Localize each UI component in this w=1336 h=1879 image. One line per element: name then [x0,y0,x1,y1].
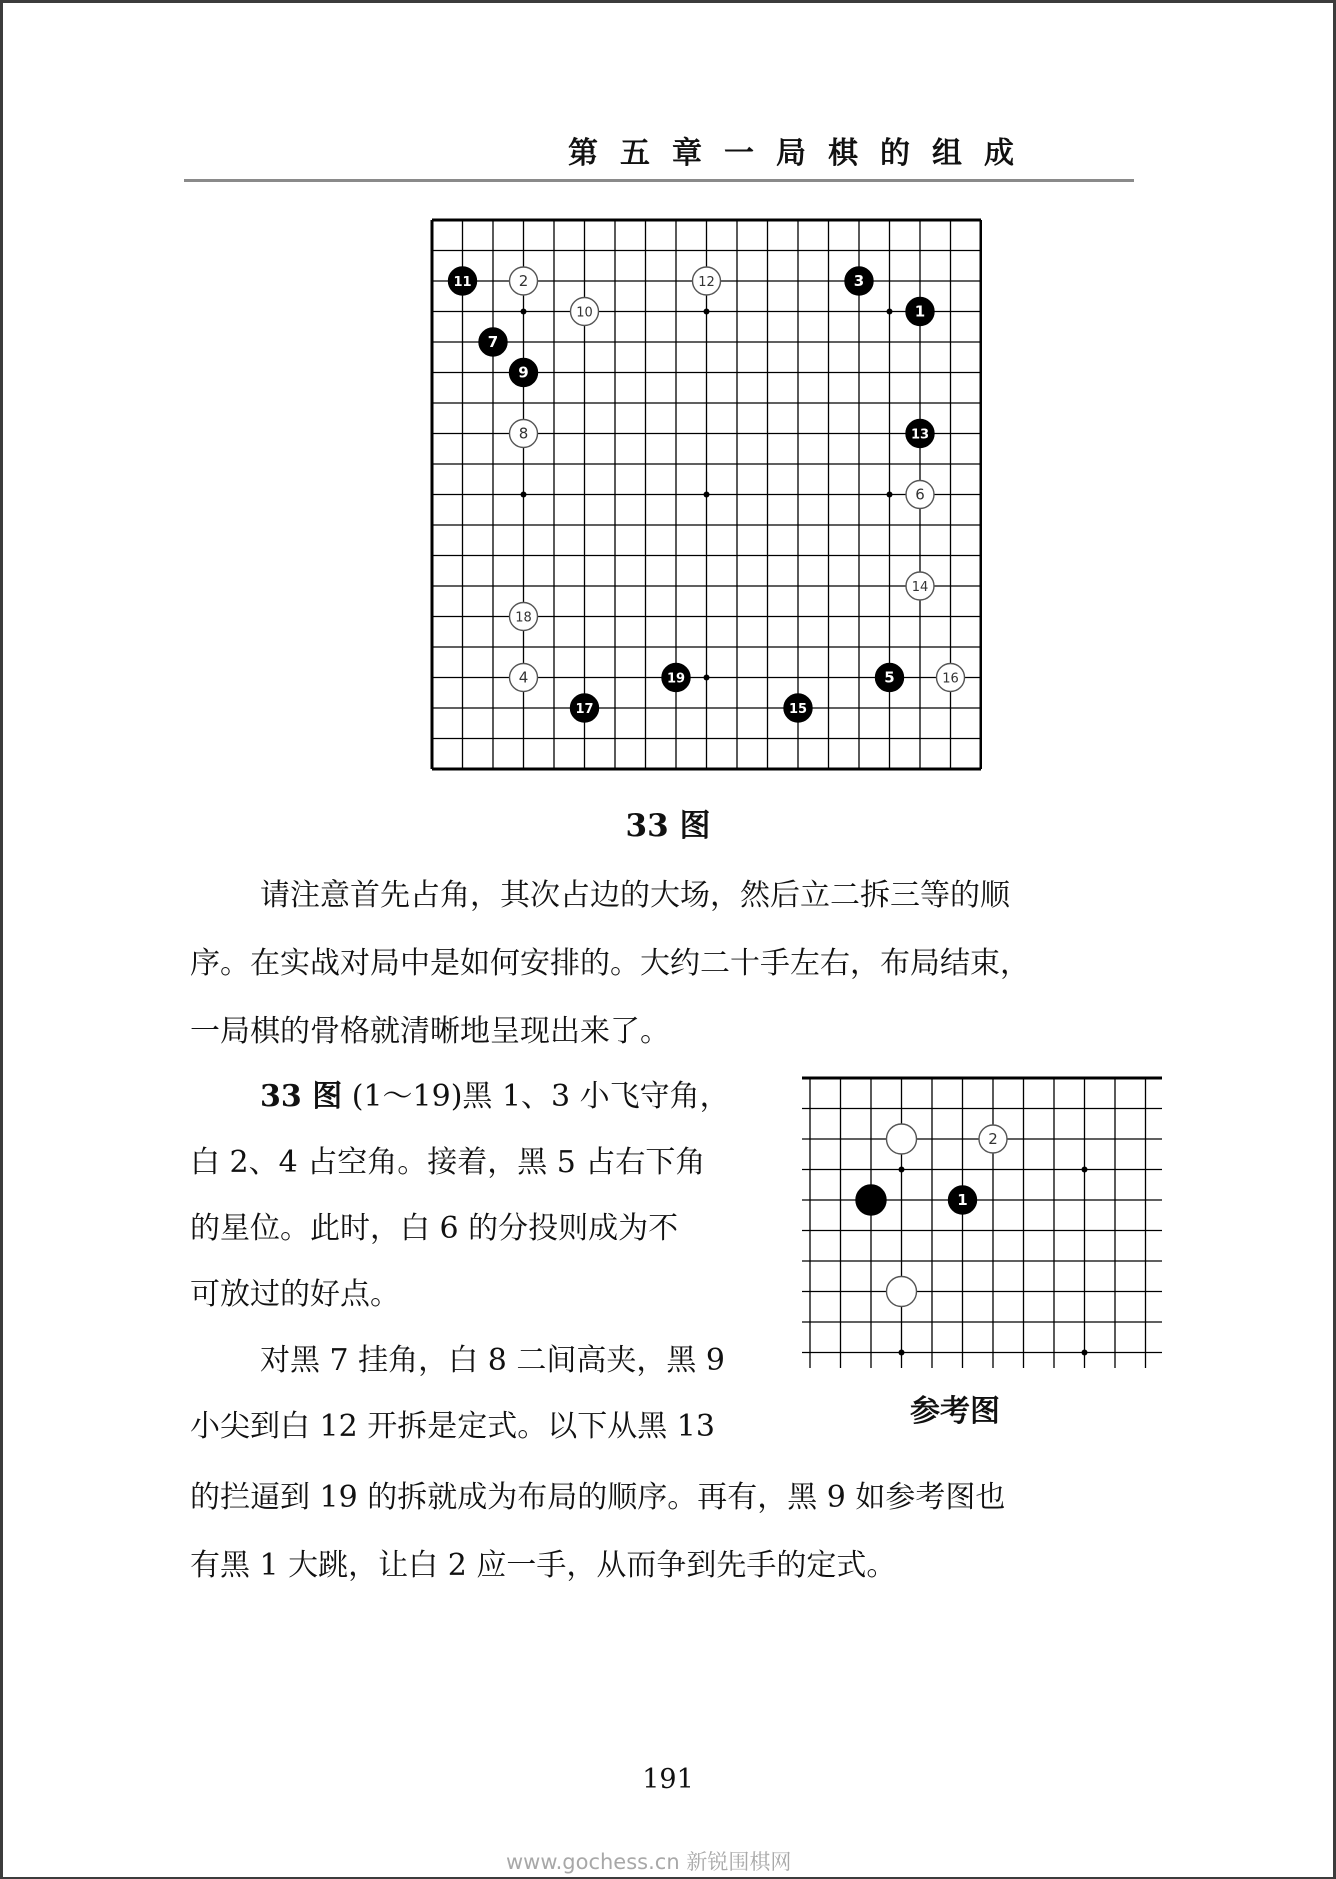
black-stone-13 [906,420,934,448]
black-stone-11 [449,267,477,295]
white-stone-10 [571,298,599,326]
move-number: 19 [666,671,686,687]
star-point [521,492,527,498]
black-stone [856,1185,886,1215]
go-board-figure-33 [430,218,982,772]
move-number: 15 [788,702,808,717]
white-stone [887,1277,917,1307]
commentary-line-5: 对黑 7 挂角，白 8 二间高夹，黑 9 [260,1343,725,1378]
move-number: 6 [915,485,925,504]
star-point [704,309,710,315]
chapter-header: 第五章一局棋的组成 [568,136,1036,171]
intro-line-1: 请注意首先占角，其次占边的大场，然后立二拆三等的顺 [260,878,1010,913]
black-stone-5 [876,664,904,692]
move-number: 8 [518,424,529,443]
reference-caption: 参考图 [910,1394,1000,1429]
white-stone-8 [510,420,538,448]
move-number: 4 [518,668,529,687]
white-stone-18 [510,603,538,631]
go-board-reference [802,1076,1162,1376]
white-stone-16 [937,664,965,692]
intro-paragraph [190,862,1170,1066]
header-rule [184,179,1134,182]
white-stone-2 [510,267,538,295]
commentary-line-2: 白 2、4 占空角。接着，黑 5 占右下角 [190,1145,706,1180]
star-point [887,492,893,498]
move-number: 16 [942,671,959,687]
move-number: 2 [518,272,529,290]
move-number: 17 [575,702,594,717]
move-number: 18 [515,610,532,626]
black-stone-19 [662,664,690,692]
black-stone-17 [571,694,599,722]
move-number: 7 [487,333,499,351]
ref-star-point [1082,1350,1088,1356]
move-number: 5 [884,668,895,687]
page-number: 191 [642,1764,694,1795]
white-stone-6 [906,481,934,509]
black-stone-3 [845,267,873,295]
commentary-line-1: (1～19)黑 1、3 小飞守角， [351,1079,730,1114]
ref-move-number: 1 [957,1191,968,1209]
star-point [704,492,710,498]
star-point [887,309,893,315]
move-number: 3 [853,272,865,290]
move-number: 13 [910,427,930,443]
commentary-line-6: 小尖到白 12 开拆是定式。以下从黑 13 [190,1409,715,1444]
commentary-column [190,1064,790,1460]
commentary-line-8: 有黑 1 大跳，让白 2 应一手，从而争到先手的定式。 [190,1548,897,1583]
move-number: 1 [914,302,926,321]
white-stone [887,1124,917,1154]
commentary-continued [190,1464,1170,1600]
black-stone-9 [510,359,538,387]
black-stone-7 [479,328,507,356]
move-number: 12 [698,275,715,290]
white-stone-14 [906,572,934,600]
intro-line-3: 一局棋的骨格就清晰地呈现出来了。 [190,1014,670,1049]
commentary-line-4: 可放过的好点。 [190,1277,400,1312]
commentary-line-3: 的星位。此时，白 6 的分投则成为不 [190,1211,679,1246]
black-stone-1 [906,298,934,326]
move-number: 11 [453,275,472,290]
move-number: 14 [911,580,929,595]
ref-move-number: 2 [988,1130,998,1148]
star-point [521,309,527,315]
figure-reference: 33 图 [260,1079,343,1114]
ref-star-point [1082,1167,1088,1173]
star-point [704,675,710,681]
black-stone-15 [784,694,812,722]
white-stone-2 [979,1125,1007,1153]
white-stone-4 [510,664,538,692]
watermark: www.gochess.cn 新锐围棋网 [506,1850,792,1874]
intro-line-2: 序。在实战对局中是如何安排的。大约二十手左右，布局结束， [190,946,1030,981]
move-number: 10 [576,305,593,321]
move-number: 9 [518,363,529,382]
white-stone-12 [693,267,721,295]
black-stone-1 [949,1186,977,1214]
figure-caption: 33 图 [625,808,711,844]
commentary-line-7: 的拦逼到 19 的拆就成为布局的顺序。再有，黑 9 如参考图也 [190,1480,1006,1515]
ref-star-point [899,1167,905,1173]
ref-star-point [899,1350,905,1356]
